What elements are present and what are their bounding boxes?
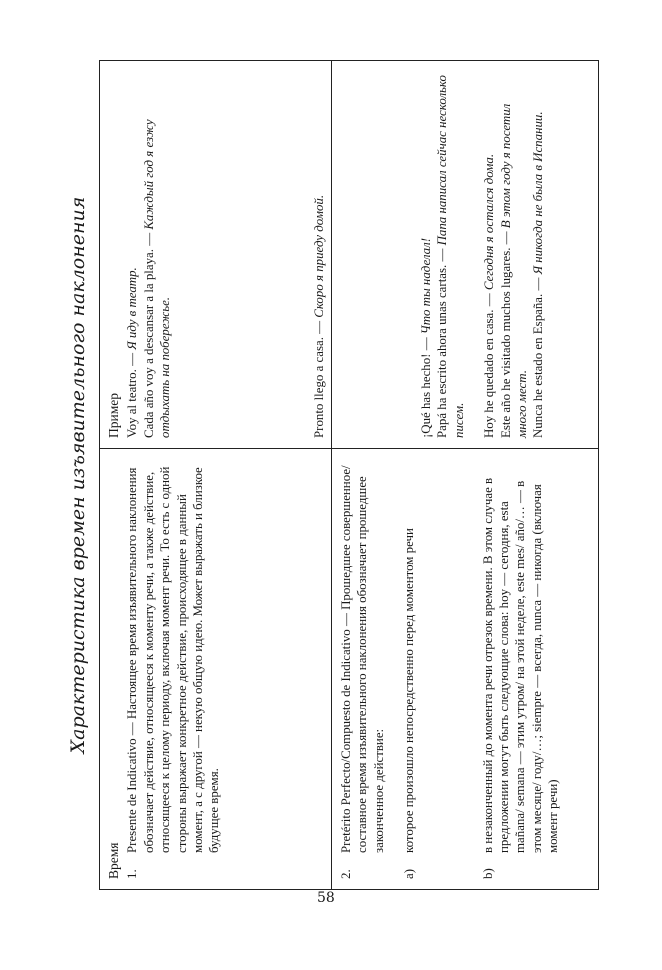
subitem-b-text: в незаконченный до момента речи отрезок времени. В этом случае в предложении могут быть следующие слова: hoy — сегодня, esta mañana/ semana — этим утром/ на этой неделе, este mes/ año/… — в этом месяце/ году/…; siempre — всегда, nunca — никогда (включая момент речи) — [480, 477, 561, 853]
tense-name: Presente de Indicativo — [125, 738, 140, 853]
table-title: Характеристика времен изъявительного наклонения — [67, 196, 89, 754]
time-cell-presente — [100, 449, 332, 890]
page-number: 58 — [317, 890, 335, 906]
item-number: 1. — [125, 869, 140, 879]
tense-desc: Настоящее время изъявительного наклонения обозначает действие, относящееся к моменту речи, а также действие, относящееся к целому периоду, включая момент речи. То есть с одной стороны выражает конкретное действие, происходящее в данный момент, а с другой — некую общую идею. Может выражать и близкое будущее время. — [125, 466, 222, 853]
tense-item-perfecto — [338, 459, 387, 879]
header-time: Время — [106, 842, 121, 879]
example-line: Papá ha escrito ahora unas cartas. — Папа написал сейчас несколько писем. — [435, 75, 466, 438]
example-line: Nunca he estado en España. — Я никогда не была в Испании. — [531, 111, 546, 438]
tense-description: Presente de Indicativo — Настоящее время изъявительного наклонения обозначает действие, относящееся к моменту речи, а также действие, относящееся к целому периоду, включая момент речи. То есть с одной стороны выражает конкретное действие, происходящее в данный момент, а с другой — некую общую идею. Может выражать и близкое будущее время. — [125, 466, 222, 853]
tense-description: Pretérito Perfecto/Compuesto de Indicativo — Прошедшее совершенное/составное время изъявительного наклонения обозначает прошедшее законченное действие: — [339, 465, 386, 853]
item-number: 2. — [339, 869, 353, 879]
time-cell-perfecto — [332, 449, 599, 890]
table-row — [100, 61, 332, 890]
example-line: Este año he visitado muchos lugares. — В этом году я посетил много мест. — [498, 103, 530, 438]
example-line: Hoy he quedado en casa. — Сегодня я остался дома. — [482, 153, 497, 438]
example-line: Pronto llego a casa. — Скоро я приеду домой. — [311, 194, 326, 438]
example-line: Cada año voy a descansar a la playa. — Каждый год я езжу отдыхать на побережье. — [141, 119, 173, 438]
tense-item-presente — [124, 459, 222, 879]
example-cell-perfecto — [332, 61, 599, 449]
tenses-table — [99, 60, 599, 890]
subitem-a-text: которое произошло непосредственно перед моментом речи — [402, 528, 417, 853]
header-example: Пример — [106, 392, 121, 438]
table-row — [332, 61, 599, 890]
subitem-b: b) в незаконченный до момента речи отрезок времени. В этом случае в предложении могут быть следующие слова: hoy — сегодня, esta mañana/ semana — этим утром/ на этой неделе, este mes/ año/… — в этом месяце/ году/…; siempre — всегда, nunca — никогда (включая момент речи) — [480, 459, 562, 879]
subitem-a: а) которое произошло непосредственно перед моментом речи — [402, 528, 417, 879]
example-line: ¡Qué has hecho! — Что ты наделал! — [419, 238, 433, 438]
rotated-page-content — [57, 60, 605, 890]
tense-desc: Прошедшее совершенное/составное время изъявительного наклонения обозначает прошедшее законченное действие: — [339, 465, 386, 853]
example-cell-presente — [100, 61, 332, 449]
tense-name: Pretérito Perfecto/Compuesto de Indicativo — [339, 629, 353, 853]
example-line: Voy al teatro. — Я иду в театр. — [125, 267, 140, 438]
